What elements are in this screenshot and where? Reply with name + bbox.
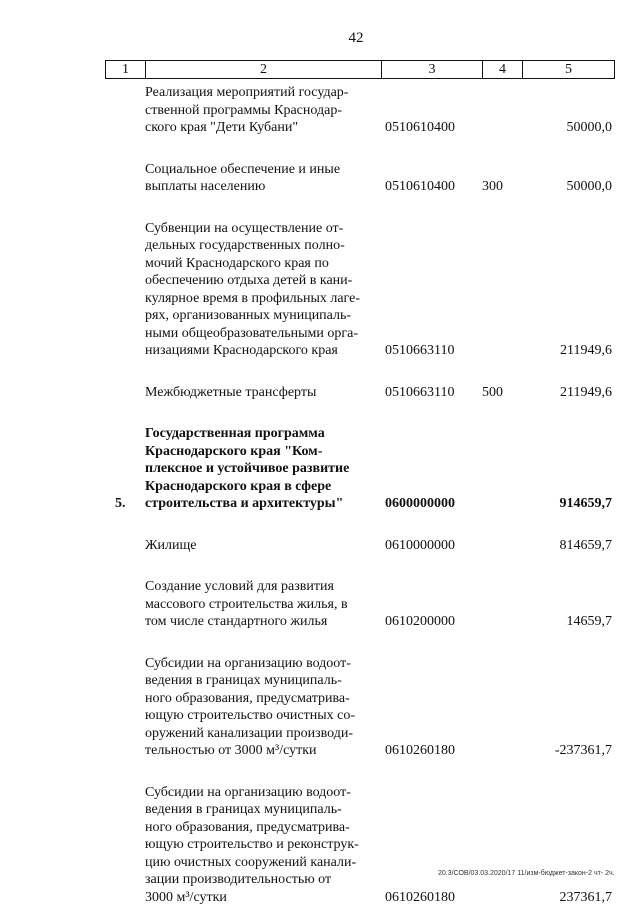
row-name-line: Социальное обеспечение и иные bbox=[145, 161, 371, 179]
row-code: 0610000000 bbox=[385, 537, 455, 555]
row-name-line: цию очистных сооружений канали- bbox=[145, 854, 371, 872]
row-name-line: оружений канализации производи- bbox=[145, 725, 371, 743]
row-name-line: ными общеобразовательными орга- bbox=[145, 325, 371, 343]
row-name-line: выплаты населению bbox=[145, 178, 371, 196]
row-amount: 211949,6 bbox=[560, 342, 612, 360]
row-name-line: Государственная программа bbox=[145, 425, 371, 443]
row-name-line: Жилище bbox=[145, 537, 371, 555]
row-name-line: ственной программы Краснодар- bbox=[145, 102, 371, 120]
table-row bbox=[105, 425, 615, 513]
row-name-line: низациями Краснодарского края bbox=[145, 342, 371, 360]
table-row bbox=[105, 161, 615, 196]
row-name bbox=[145, 161, 371, 196]
row-amount: 50000,0 bbox=[567, 119, 613, 137]
row-amount: 211949,6 bbox=[560, 384, 612, 402]
row-amount: 14659,7 bbox=[567, 613, 613, 631]
row-name-line: ведения в границах муниципаль- bbox=[145, 801, 371, 819]
row-code: 0510663110 bbox=[385, 342, 454, 360]
row-name-line: ного образования, предусматрива- bbox=[145, 690, 371, 708]
header-col-4: 4 bbox=[483, 61, 523, 78]
row-name-line: тельностью от 3000 м³/сутки bbox=[145, 742, 371, 760]
row-name-line: массового строительства жилья, в bbox=[145, 596, 371, 614]
table-row bbox=[105, 220, 615, 360]
row-name-line: Краснодарского края "Ком- bbox=[145, 443, 371, 461]
header-col-5: 5 bbox=[523, 61, 614, 78]
row-name bbox=[145, 537, 371, 555]
footer-code: 20.3/СОВ/03.03.2020/17 11/изм-бюджет-закон-2 чт- 2ч. bbox=[438, 870, 615, 877]
row-name bbox=[145, 425, 371, 513]
row-code: 0510610400 bbox=[385, 178, 455, 196]
row-code: 0600000000 bbox=[385, 495, 455, 513]
row-name-line: строительства и архитектуры" bbox=[145, 495, 371, 513]
table-header bbox=[105, 60, 615, 79]
row-name bbox=[145, 655, 371, 760]
page-number: 42 bbox=[36, 30, 640, 47]
row-amount: 237361,7 bbox=[560, 889, 613, 906]
table-row bbox=[105, 537, 615, 555]
row-name-line: Субвенции на осуществление от- bbox=[145, 220, 371, 238]
row-code: 0610200000 bbox=[385, 613, 455, 631]
row-name-line: ского края "Дети Кубани" bbox=[145, 119, 371, 137]
row-name-line: ющую строительство и реконструк- bbox=[145, 836, 371, 854]
table-row bbox=[105, 784, 615, 906]
table-row bbox=[105, 655, 615, 760]
row-name bbox=[145, 84, 371, 137]
row-name-line: кулярное время в профильных лаге- bbox=[145, 290, 371, 308]
row-name bbox=[145, 784, 371, 906]
row-expense-type: 500 bbox=[482, 384, 503, 402]
row-name-line: мочий Краснодарского края по bbox=[145, 255, 371, 273]
row-name-line: плексное и устойчивое развитие bbox=[145, 460, 371, 478]
row-name-line: Субсидии на организацию водоот- bbox=[145, 655, 371, 673]
table-row bbox=[105, 578, 615, 631]
header-col-2: 2 bbox=[146, 61, 382, 78]
row-amount: 914659,7 bbox=[560, 495, 613, 513]
row-name-line: ющую строительство очистных со- bbox=[145, 707, 371, 725]
table-row bbox=[105, 84, 615, 137]
row-name bbox=[145, 220, 371, 360]
row-name-line: обеспечению отдыха детей в кани- bbox=[145, 272, 371, 290]
header-col-1: 1 bbox=[106, 61, 146, 78]
row-name-line: Субсидии на организацию водоот- bbox=[145, 784, 371, 802]
row-code: 0610260180 bbox=[385, 742, 455, 760]
row-code: 0510610400 bbox=[385, 119, 455, 137]
row-name-line: Создание условий для развития bbox=[145, 578, 371, 596]
row-name bbox=[145, 384, 371, 402]
row-amount: 814659,7 bbox=[560, 537, 613, 555]
table-row bbox=[105, 384, 615, 402]
row-code: 0610260180 bbox=[385, 889, 455, 906]
row-number: 5. bbox=[115, 495, 126, 513]
row-name-line: Краснодарского края в сфере bbox=[145, 478, 371, 496]
row-name-line: том числе стандартного жилья bbox=[145, 613, 371, 631]
row-amount: 50000,0 bbox=[567, 178, 613, 196]
row-expense-type: 300 bbox=[482, 178, 503, 196]
header-col-3: 3 bbox=[382, 61, 483, 78]
row-name-line: зации производительностью от bbox=[145, 871, 371, 889]
row-amount: -237361,7 bbox=[555, 742, 612, 760]
row-name-line: ного образования, предусматрива- bbox=[145, 819, 371, 837]
row-name-line: ведения в границах муниципаль- bbox=[145, 672, 371, 690]
row-name-line: рях, организованных муниципаль- bbox=[145, 307, 371, 325]
row-name-line: дельных государственных полно- bbox=[145, 237, 371, 255]
row-name-line: Реализация мероприятий государ- bbox=[145, 84, 371, 102]
row-name-line: 3000 м³/сутки bbox=[145, 889, 371, 906]
row-name-line: Межбюджетные трансферты bbox=[145, 384, 371, 402]
row-name bbox=[145, 578, 371, 631]
row-code: 0510663110 bbox=[385, 384, 454, 402]
